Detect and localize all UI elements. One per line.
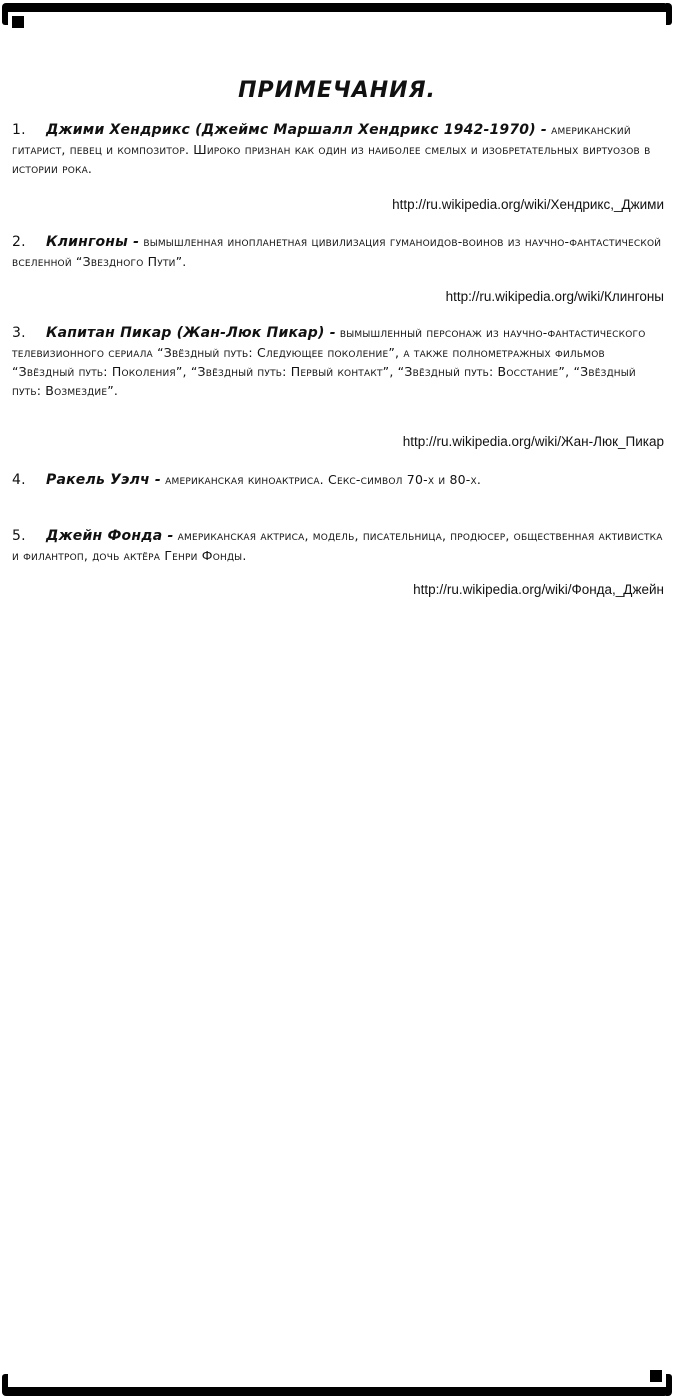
frame-bottom-border	[2, 1387, 670, 1396]
note-2	[12, 232, 664, 271]
note-number: 3.	[12, 325, 26, 341]
note-5	[12, 526, 664, 565]
corner-square-bottom-right	[650, 1370, 662, 1382]
note-term: Джейн Фонда -	[46, 528, 174, 544]
note-4	[12, 470, 664, 490]
note-number: 1.	[12, 122, 26, 138]
note-3	[12, 323, 664, 400]
note-5-link[interactable]: http://ru.wikipedia.org/wiki/Фонда,_Джейн	[413, 582, 664, 597]
note-description: американская актриса, модель, писательница, продюсер, общественная активистка и филантроп, дочь актёра Генри Фонды.	[12, 528, 663, 563]
note-number: 4.	[12, 472, 26, 488]
corner-square-top-left	[12, 16, 24, 28]
note-term: Клингоны -	[46, 234, 140, 250]
note-3-link[interactable]: http://ru.wikipedia.org/wiki/Жан-Люк_Пикар	[402, 434, 664, 449]
note-description: вымышленная инопланетная цивилизация гуманоидов-воинов из научно-фантастической вселенной “Звездного Пути”.	[12, 234, 662, 269]
frame-top-border	[2, 3, 670, 12]
note-description: американский гитарист, певец и композитор. Широко признан как один из наиболее смелых и изобретательных виртуозов в истории рока.	[12, 122, 651, 176]
note-number: 5.	[12, 528, 26, 544]
note-1-link[interactable]: http://ru.wikipedia.org/wiki/Хендрикс,_Джими	[392, 197, 664, 212]
frame-bottom-left-corner	[2, 1374, 8, 1396]
note-term: Ракель Уэлч -	[46, 472, 161, 488]
frame-top-right-corner	[666, 3, 672, 25]
note-1	[12, 120, 664, 178]
page-title: ПРИМЕЧАНИЯ.	[238, 78, 436, 103]
note-2-link[interactable]: http://ru.wikipedia.org/wiki/Клингоны	[445, 289, 664, 304]
frame-bottom-right-corner	[666, 1374, 672, 1396]
frame-top-left-corner	[2, 3, 8, 25]
note-description: вымышленный персонаж из научно-фантастического телевизионного сериала “Звёздный путь: Следующее поколение”, а также полнометражных фильмов “Звёздный путь: Поколения”, “Звёздный путь: Первый контакт”, “Звёздный путь: Восстание”, “Звёздный путь: Возмездие”.	[12, 325, 646, 398]
note-number: 2.	[12, 234, 26, 250]
note-term: Капитан Пикар (Жан-Люк Пикар) -	[46, 325, 336, 341]
note-description: американская киноактриса. Секс-символ 70-х и 80-х.	[165, 472, 482, 487]
note-term: Джими Хендрикс (Джеймс Маршалл Хендрикс 1942-1970) -	[46, 122, 547, 138]
